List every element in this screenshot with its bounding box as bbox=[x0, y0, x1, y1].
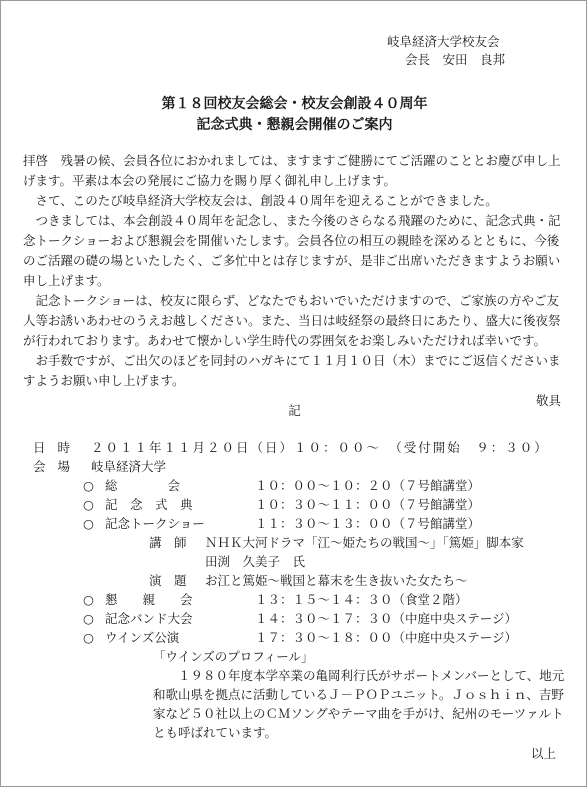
paragraph-anniversary: さて、このたび岐阜経済大学校友会は、創設４０周年を迎えることができました。 bbox=[35, 193, 498, 208]
letter-body bbox=[23, 151, 567, 411]
bullet-mark: ○ bbox=[83, 497, 94, 512]
document-title bbox=[1, 94, 587, 136]
paragraph-talkshow: 記念トークショーは、校友に限らず、どなたでもおいでいただけますので、ご家族の方やご友人等お誘いあわせのうえお越しください。また、当日は岐経祭の最終日にあたり、盛大に後夜祭が行われております。あわせて懐かしい学生時代の雰囲気をお楽しみいただければ幸いです。 bbox=[23, 293, 561, 348]
program-item bbox=[33, 495, 573, 514]
program-name: ウインズ公演 bbox=[105, 630, 180, 645]
paragraph-greeting: 拝啓 残暑の候、会員各位におかれましては、ますますご健勝にてご活躍のこととお慶び申し上げます。平素は本会の発展にご協力を賜り厚く御礼申し上げます。 bbox=[23, 153, 561, 188]
bullet-mark: ○ bbox=[83, 478, 94, 493]
bullet-mark: ○ bbox=[83, 592, 94, 607]
sender-org: 岐阜経済大学校友会 bbox=[387, 34, 500, 49]
program-time: １０：３０～１１：００（７号館講堂） bbox=[255, 497, 481, 512]
date-value: ２０１１年１１月２０日（日）１０：００～ （受付開始 ９：３０） bbox=[91, 440, 549, 455]
speaker-name-row bbox=[205, 552, 573, 571]
bullet-mark: ○ bbox=[83, 516, 94, 531]
speaker-name: 田渕 久美子 氏 bbox=[205, 554, 306, 569]
venue-value: 岐阜経済大学 bbox=[91, 459, 167, 474]
date-label: 日時 bbox=[33, 440, 83, 455]
title-line2: 記念式典・懇親会開催のご案内 bbox=[196, 117, 393, 133]
sender-name: 会長 安田 良邦 bbox=[405, 52, 506, 67]
event-details bbox=[33, 438, 573, 742]
paragraph-event: つきましては、本会創設４０周年を記念し、また今後のさらなる飛躍のために、記念式典・記念トークショーおよび懇親会を開催いたします。会員各位の相互の親睦を深めるとともに、今後のご活躍の礎の場といたしたく、ご多忙中とは存じますが、是非ご出席いただきますようお願い申し上げます。 bbox=[23, 213, 561, 288]
topic-label: 演 題 bbox=[149, 573, 187, 588]
topic-value: お江と篤姫～戦国と幕末を生き抜いた女たち～ bbox=[205, 573, 468, 588]
program-item bbox=[33, 476, 573, 495]
sender-block bbox=[387, 33, 505, 69]
program-name: 懇 親 会 bbox=[105, 592, 193, 607]
program-name: 記念バンド大会 bbox=[105, 611, 193, 626]
profile-heading: 「ウインズのプロフィール」 bbox=[153, 649, 314, 664]
program-time: １１：３０～１３：００（７号館講堂） bbox=[255, 516, 481, 531]
program-item bbox=[33, 590, 573, 609]
venue-label: 会場 bbox=[33, 459, 83, 474]
program-item bbox=[33, 609, 573, 628]
title-line1: 第１８回校友会総会・校友会創設４０周年 bbox=[161, 96, 428, 112]
ki-heading: 記 bbox=[288, 403, 301, 418]
topic-row bbox=[149, 571, 573, 590]
speaker-line1: ＮＨＫ大河ドラマ「江～姫たちの戦国～」「篤姫」脚本家 bbox=[205, 535, 524, 550]
date-row bbox=[33, 438, 573, 457]
speaker-label: 講 師 bbox=[149, 535, 187, 550]
speaker-row bbox=[149, 533, 573, 552]
program-time: １４：３０～１７：３０（中庭中央ステージ） bbox=[255, 611, 518, 626]
program-item bbox=[33, 628, 573, 647]
closing-keigu: 敬具 bbox=[535, 393, 561, 408]
paragraph-rsvp: お手数ですが、ご出欠のほどを同封のハガキにて１１月１０日（木）までにご返信くださいますようお願い申し上げます。 bbox=[23, 353, 561, 388]
program-time: １０：００～１０：２０（７号館講堂） bbox=[255, 478, 481, 493]
program-item bbox=[33, 514, 573, 533]
bullet-mark: ○ bbox=[83, 611, 94, 626]
program-name: 記 念 式 典 bbox=[105, 497, 193, 512]
program-time: １７：３０～１８：００（中庭中央ステージ） bbox=[255, 630, 518, 645]
program-name: 記念トークショー bbox=[105, 516, 205, 531]
venue-row bbox=[33, 457, 573, 476]
program-time: １３：１５～１４：３０（食堂２階） bbox=[255, 592, 468, 607]
closing-ijo: 以上 bbox=[531, 746, 557, 761]
profile-text: １９８０年度本学卒業の亀岡利行氏がサポートメンバーとして、地元和歌山県を拠点に活動しているＪ－ＰＯＰユニット。Ｊｏｓｈｉｎ、吉野家など５０社以上のＣＭソングやテーマ曲を手がけ、紀州のモーツァルトとも呼ばれています。 bbox=[153, 668, 565, 740]
bullet-mark: ○ bbox=[83, 630, 94, 645]
program-name: 総 会 bbox=[105, 478, 181, 493]
